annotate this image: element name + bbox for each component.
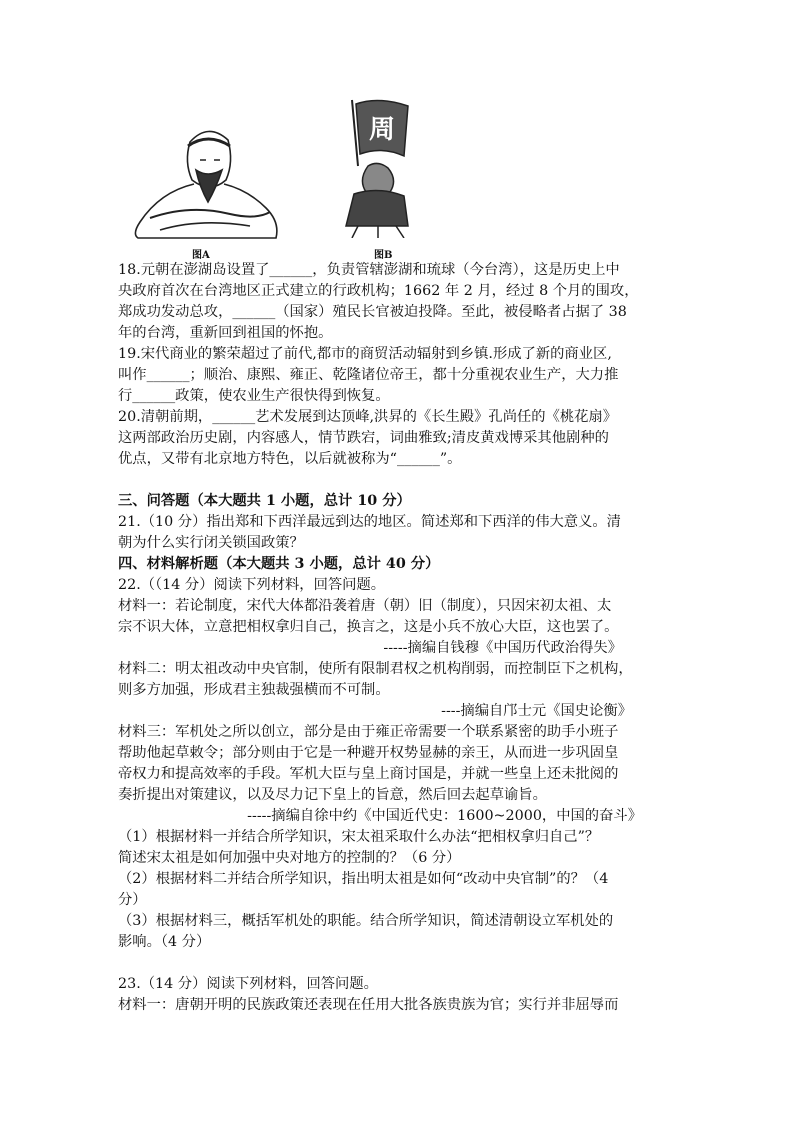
- figure-b-caption: 图B: [374, 250, 393, 261]
- text-line: 材料三：军机处之所以创立，部分是由于雍正帝需要一个联系紧密的助手小班子: [118, 724, 619, 740]
- material-2: [118, 659, 678, 722]
- text-line: 材料二：明太祖改动中央官制，使所有限制君权之机构削弱，而控制臣下之机构，: [118, 661, 633, 677]
- text-line: 分）: [118, 892, 147, 908]
- text-line: （3）根据材料三，概括军机处的职能。结合所学知识，简述清朝设立军机处的: [118, 913, 614, 929]
- text-line: 宗不识大体，立意把相权拿归自己，换言之，这是小兵不放心大臣，这也罢了。: [118, 619, 619, 635]
- question-22-intro: 22.（（14 分）阅读下列材料，回答问题。: [118, 577, 386, 593]
- flag-figure-b: [338, 96, 416, 238]
- text-line: 行______政策，使农业生产很快得到恢复。: [118, 388, 390, 404]
- text-line: 叫作______；顺治、康熙、雍正、乾隆诸位帝王，都十分重视农业生产，大力推: [118, 367, 619, 383]
- text-line: 19.宋代商业的繁荣超过了前代,都市的商贸活动辐射到乡镇.形成了新的商业区,: [118, 346, 612, 362]
- question-18: [118, 260, 678, 344]
- text-line: 朝为什么实行闭关锁国政策？: [118, 535, 304, 551]
- spacer: [118, 470, 678, 491]
- text-line: 材料一：若论制度，宋代大体都沿袭着唐（朝）旧（制度），只因宋初太祖、太: [118, 598, 612, 614]
- material-3-source: -----摘编自徐中约《中国近代史：1600~2000，中国的奋斗》: [247, 808, 642, 824]
- figures-row: [118, 96, 678, 260]
- sub-question-3: [118, 911, 678, 953]
- text-line: 影响。（4 分）: [118, 934, 211, 950]
- section-4-heading: 四、材料解析题（本大题共 3 小题，总计 40 分）: [118, 556, 440, 572]
- text-line: 这两部政治历史剧，内容感人，情节跌宕，词曲雅致;清皮黄戏博采其他剧种的: [118, 430, 609, 446]
- text-line: （2）根据材料二并结合所学知识，指出明太祖是如何“改动中央官制”的？（4: [118, 871, 609, 887]
- sub-question-1: [118, 827, 678, 869]
- text-line: 奏折提出对策建议，以及尽力记下皇上的旨意，然后回去起草谕旨。: [118, 787, 547, 803]
- material-3: [118, 722, 678, 827]
- figure-a-caption: 图A: [192, 250, 210, 261]
- portrait-figure-a: [130, 122, 284, 240]
- question-20: [118, 407, 678, 470]
- section-3-heading: 三、问答题（本大题共 1 小题，总计 10 分）: [118, 493, 411, 509]
- text-line: 帝权力和提高效率的手段。军机大臣与皇上商讨国是，并就一些皇上还未批阅的: [118, 766, 619, 782]
- text-line: 20.清朝前期，______艺术发展到达顶峰,洪昇的《长生殿》孔尚任的《桃花扇》: [118, 409, 618, 425]
- text-line: 年的台湾，重新回到祖国的怀抱。: [118, 325, 333, 341]
- question-23-intro: 23.（14 分）阅读下列材料，回答问题。: [118, 976, 378, 992]
- flag-character: 周: [368, 115, 396, 145]
- text-line: （1）根据材料一并结合所学知识，宋太祖采取什么办法“把相权拿归自己”？: [118, 829, 600, 845]
- text-line: 18.元朝在澎湖岛设置了______，负责管辖澎湖和琉球（今台湾），这是历史上中: [118, 262, 620, 278]
- text-line: 郑成功发动总攻，______（国家）殖民长官被迫投降。至此，被侵略者占据了 38: [118, 304, 627, 320]
- material-1-source: -----摘编自钱穆《中国历代政治得失》: [383, 640, 622, 656]
- text-line: 优点，又带有北京地方特色，以后就被称为“______”。: [118, 451, 462, 467]
- text-line: 帮助他起草敕令；部分则由于它是一种避开权势显赫的亲王，从而进一步巩固皇: [118, 745, 619, 761]
- question-23-material-1: 材料一：唐朝开明的民族政策还表现在任用大批各族贵族为官；实行并非屈辱而: [118, 997, 619, 1013]
- text-line: 央政府首次在台湾地区正式建立的行政机构；1662 年 2 月，经过 8 个月的围攻，: [118, 283, 639, 299]
- spacer: [118, 953, 678, 974]
- text-line: 则多方加强，形成君主独裁强横而不可制。: [118, 682, 390, 698]
- material-1: [118, 596, 678, 659]
- sub-question-2: [118, 869, 678, 911]
- text-line: 简述宋太祖是如何加强中央对地方的控制的？（6 分）: [118, 850, 461, 866]
- material-2-source: ----摘编自邝士元《国史论衡》: [441, 703, 632, 719]
- question-21: [118, 512, 678, 554]
- text-line: 21.（10 分）指出郑和下西洋最远到达的地区。简述郑和下西洋的伟大意义。清: [118, 514, 621, 530]
- exam-page: [118, 96, 678, 1016]
- question-19: [118, 344, 678, 407]
